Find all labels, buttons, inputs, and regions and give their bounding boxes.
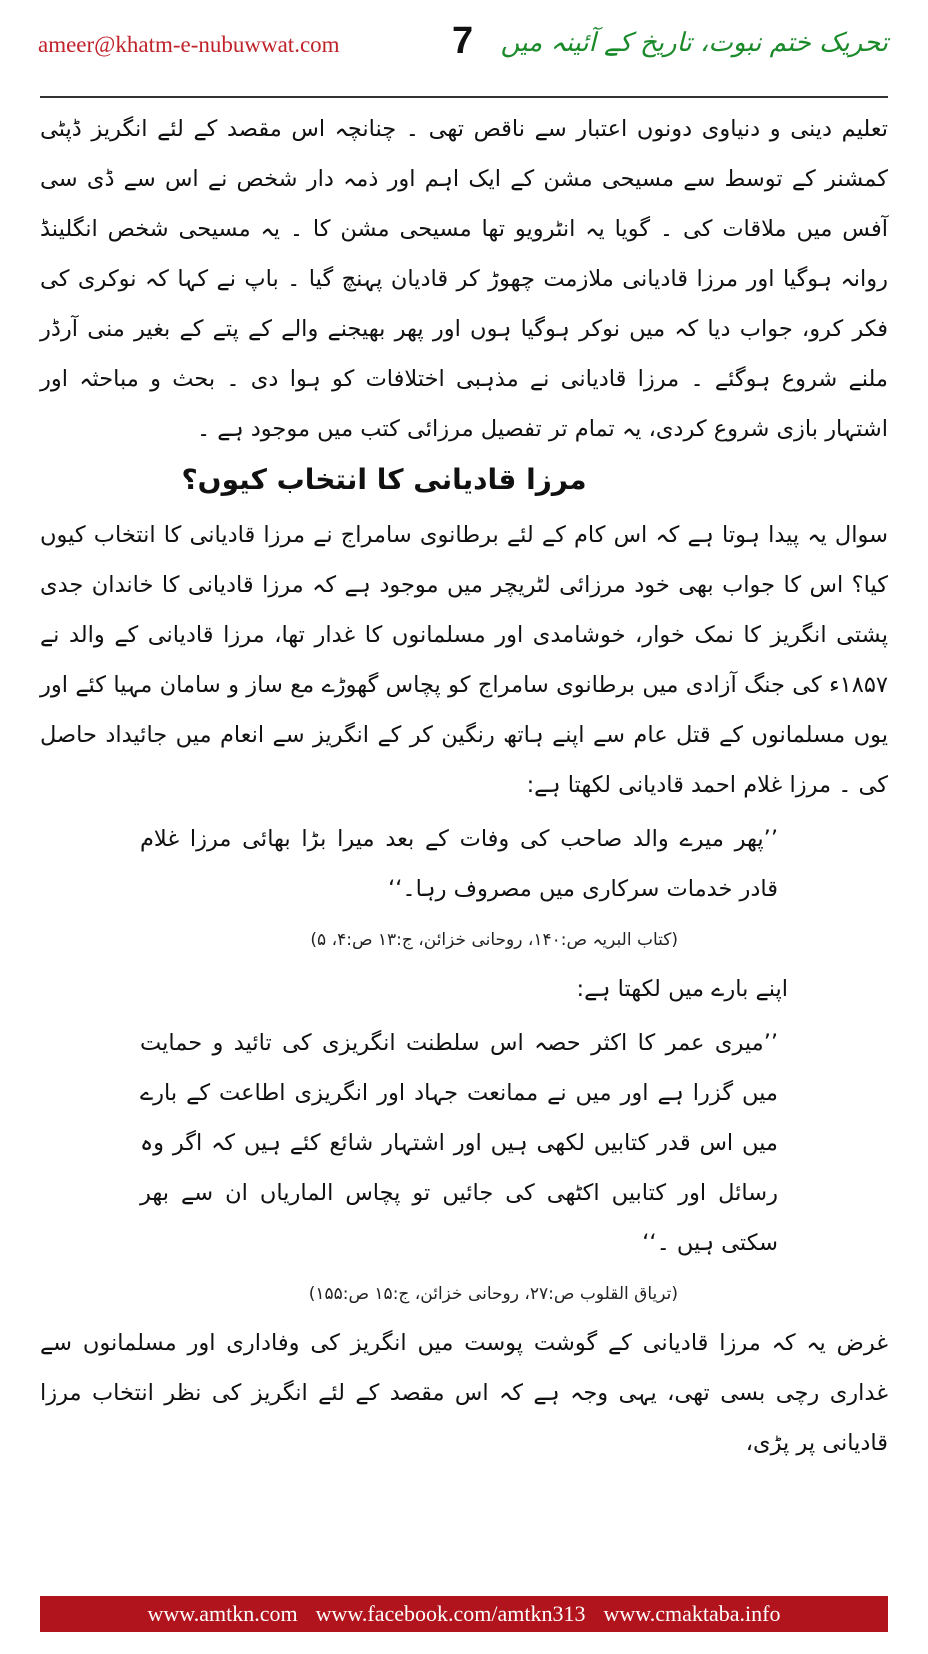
paragraph-3: غرض یہ کہ مرزا قادیانی کے گوشت پوست میں انگریز کی وفاداری اور مسلمانوں سے غداری رچی بسی تھی، یہی وجہ ہے کہ اس مقصد کے لئے انگریز کی نظر انتخاب مرزا قادیانی پر پڑی،	[40, 1330, 888, 1456]
footer-link-amtkn[interactable]: www.amtkn.com	[147, 1601, 298, 1626]
quote-lead: اپنے بارے میں لکھتا ہے:	[576, 976, 788, 1002]
quote-1: ’’پھر میرے والد صاحب کی وفات کے بعد میرا بڑا بھائی مرزا غلام قادر خدمات سرکاری میں مصروف رہا۔‘‘	[140, 826, 778, 902]
quote-2: ’’میری عمر کا اکثر حصہ اس سلطنت انگریزی کی تائید و حمایت میں گزرا ہے اور میں نے ممانعت جہاد اور انگریزی اطاعت کے بارے میں اس قدر کتابیں لکھی ہیں اور اشتہار شائع کئے ہیں کہ اگر وہ رسائل اور کتابیں اکٹھی کی جائیں تو پچاس الماریاں ان سے بھر سکتی ہیں ۔‘‘	[140, 1030, 778, 1256]
footer-link-cmaktaba[interactable]: www.cmaktaba.info	[603, 1601, 781, 1626]
email-link[interactable]: ameer@khatm-e-nubuwwat.com	[38, 32, 340, 57]
footer-link-facebook[interactable]: www.facebook.com/amtkn313	[315, 1601, 586, 1626]
page-body	[40, 104, 888, 1468]
citation-1: (کتاب البریہ ص:۱۴۰، روحانی خزائن، ج:۱۳ ص:۴، ۵)	[310, 930, 678, 950]
citation-2: (تریاق القلوب ص:۲۷، روحانی خزائن، ج:۱۵ ص:۱۵۵)	[308, 1284, 678, 1304]
page-number: 7	[452, 20, 474, 62]
page-footer	[40, 1596, 888, 1632]
page-header	[0, 0, 928, 96]
book-title: تحریک ختم نبوت، تاریخ کے آئینہ میں	[500, 28, 888, 58]
paragraph-1: تعلیم دینی و دنیاوی دونوں اعتبار سے ناقص تھی ۔ چنانچہ اس مقصد کے لئے انگریز ڈپٹی کمشنر کے توسط سے مسیحی مشن کے ایک اہم اور ذمہ دار شخص نے اس سے ڈی سی آفس میں ملاقات کی ۔ گویا یہ انٹرویو تھا مسیحی مشن کا ۔ یہ مسیحی شخص انگلینڈ روانہ ہوگیا اور مرزا قادیانی ملازمت چھوڑ کر قادیان پہنچ گیا ۔ باپ نے کہا کہ نوکری کی فکر کرو، جواب دیا کہ میں نوکر ہوگیا ہوں اور پھر بھیجنے والے کے پتے کے بغیر منی آرڈر ملنے شروع ہوگئے ۔ مرزا قادیانی نے مذہبی اختلافات کو ہوا دی ۔ بحث و مباحثہ اور اشتہار بازی شروع کردی، یہ تمام تر تفصیل مرزائی کتب میں موجود ہے ۔	[40, 116, 888, 442]
section-heading: مرزا قادیانی کا انتخاب کیوں؟	[181, 463, 587, 496]
header-divider	[40, 96, 888, 98]
paragraph-2: سوال یہ پیدا ہوتا ہے کہ اس کام کے لئے برطانوی سامراج نے مرزا قادیانی کا انتخاب کیوں کیا؟ اس کا جواب بھی خود مرزائی لٹریچر میں موجود ہے کہ مرزا قادیانی کا خاندان جدی پشتی انگریز کا نمک خوار، خوشامدی اور مسلمانوں کا غدار تھا، مرزا قادیانی کے والد نے ۱۸۵۷ء کی جنگ آزادی میں برطانوی سامراج کو پچاس گھوڑے مع ساز و سامان مہیا کئے اور یوں مسلمانوں کے قتل عام سے اپنے ہاتھ رنگین کر کے انگریز سے انعام میں جائیداد حاصل کی ۔ مرزا غلام احمد قادیانی لکھتا ہے:	[40, 522, 888, 798]
